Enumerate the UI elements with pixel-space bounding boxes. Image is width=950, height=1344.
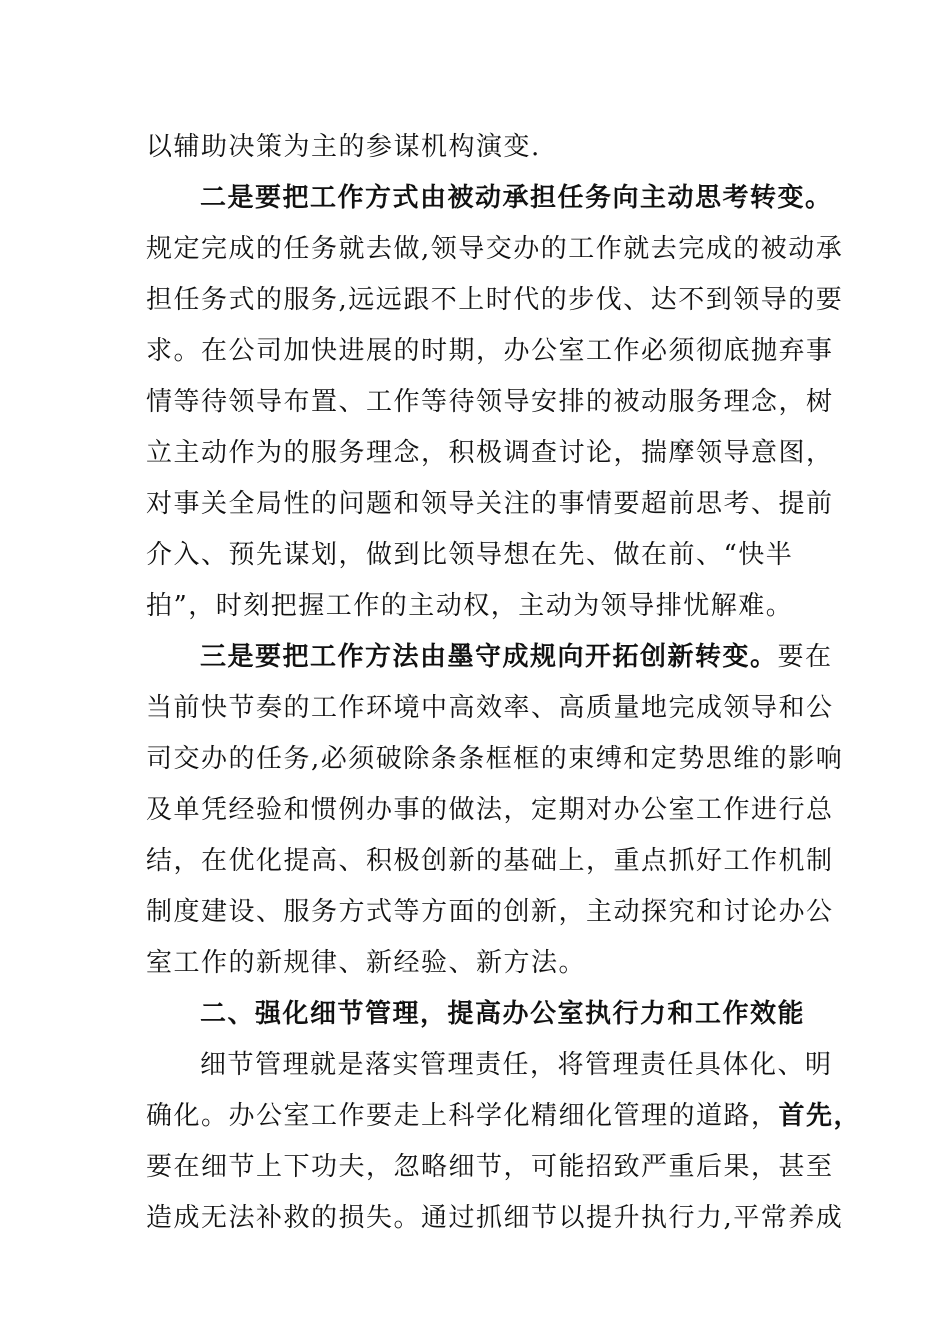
text-segment: 制度建设、服务方式等方面的创新，主动探究和讨论办公 xyxy=(146,897,834,927)
text-line xyxy=(146,530,814,581)
text-segment: 确化。办公室工作要走上科学化精细化管理的道路， xyxy=(146,1101,779,1131)
bold-text-segment: 二、强化细节管理，提高办公室执行力和工作效能 xyxy=(200,999,806,1029)
text-segment: 立主动作为的服务理念，积极调查讨论，揣摩领导意图， xyxy=(146,438,834,468)
text-line xyxy=(146,122,814,173)
text-line xyxy=(146,479,834,530)
text-segment: 细节管理就是落实管理责任，将管理责任具体化、明 xyxy=(200,1050,833,1080)
bold-text-segment: 首先， xyxy=(778,1101,862,1131)
text-line xyxy=(146,1091,862,1142)
text-segment: 求。在公司加快进展的时期，办公室工作必须彻底抛弃事 xyxy=(146,336,834,366)
text-segment: 当前快节奏的工作环境中高效率、高质量地完成领导和公 xyxy=(146,693,834,723)
text-segment: 对事关全局性的问题和领导关注的事情要超前思考、提前 xyxy=(146,489,834,519)
text-segment: 情等待领导布置、工作等待领导安排的被动服务理念，树 xyxy=(146,387,834,417)
text-segment: 要在 xyxy=(777,642,833,672)
text-segment: 拍”，时刻把握工作的主动权，主动为领导排忧解难。 xyxy=(146,591,794,621)
text-segment: 规定完成的任务就去做,领导交办的工作就去完成的被动承 xyxy=(146,234,844,264)
text-segment: 室工作的新规律、新经验、新方法。 xyxy=(146,948,587,978)
text-line xyxy=(146,836,834,887)
text-segment: 以辅助决策为主的参谋机构演变. xyxy=(146,132,541,162)
text-line xyxy=(146,326,834,377)
text-line xyxy=(146,1142,834,1193)
text-line xyxy=(146,1040,833,1091)
text-segment: 造成无法补救的损失。通过抓细节以提升执行力,平常养成 xyxy=(146,1203,844,1233)
text-line xyxy=(146,224,844,275)
text-line xyxy=(146,581,814,632)
text-line xyxy=(146,785,834,836)
text-line xyxy=(146,377,834,428)
text-segment: 要在细节上下功夫，忽略细节，可能招致严重后果，甚至 xyxy=(146,1152,834,1182)
text-segment: 介入、预先谋划，做到比领导想在先、做在前、“快半 xyxy=(146,540,794,570)
text-segment: 及单凭经验和惯例办事的做法，定期对办公室工作进行总 xyxy=(146,795,834,825)
text-segment: 司交办的任务,必须破除条条框框的束缚和定势思维的影响 xyxy=(146,744,844,774)
text-line xyxy=(146,683,834,734)
text-line xyxy=(146,989,814,1040)
text-line xyxy=(146,428,834,479)
text-line xyxy=(146,734,844,785)
text-line xyxy=(146,1193,844,1244)
text-segment: 结，在优化提高、积极创新的基础上，重点抓好工作机制 xyxy=(146,846,834,876)
bold-text-segment: 二是要把工作方式由被动承担任务向主动思考转变。 xyxy=(200,183,833,213)
text-line xyxy=(146,173,833,224)
text-segment: 担任务式的服务,远远跟不上时代的步伐、达不到领导的要 xyxy=(146,285,844,315)
text-line xyxy=(146,275,844,326)
text-line xyxy=(146,632,833,683)
text-line xyxy=(146,887,834,938)
text-line xyxy=(146,938,814,989)
bold-text-segment: 三是要把工作方法由墨守成规向开拓创新转变。 xyxy=(200,642,778,672)
document-body xyxy=(146,122,862,1244)
